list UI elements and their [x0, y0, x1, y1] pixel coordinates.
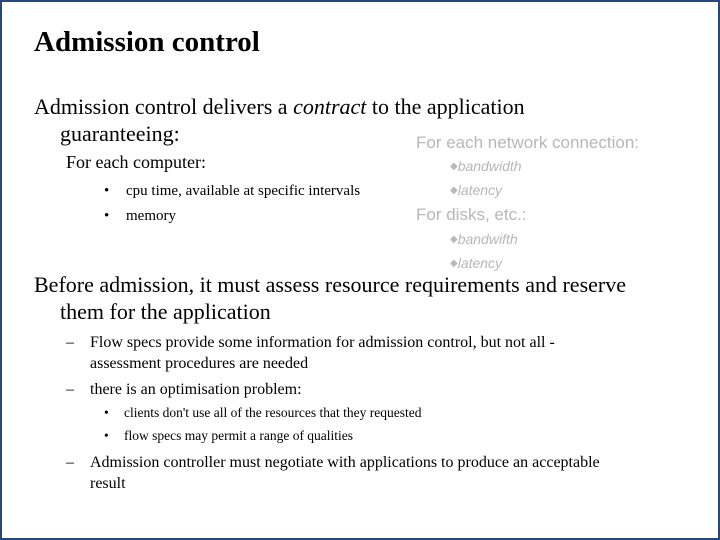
diamond-bullet-icon: ◆: [450, 234, 458, 245]
intro-text-a: Admission control delivers a: [34, 94, 294, 119]
disks-item: ◆bandwifth: [450, 231, 518, 247]
intro-text-b: to the application: [366, 94, 525, 119]
dash-item: – Admission controller must negotiate with applications to produce an acceptable result: [66, 454, 600, 492]
slide-title: Admission control: [34, 26, 260, 58]
network-heading: For each network connection:: [416, 133, 640, 152]
network-item: ◆bandwidth: [450, 158, 522, 174]
computer-item: • cpu time, available at specific intervals: [104, 183, 361, 199]
bullet-icon: •: [104, 428, 109, 443]
computer-heading: For each computer:: [66, 152, 206, 172]
bullet-icon: •: [104, 183, 110, 199]
dash-icon: –: [66, 454, 74, 471]
bullet-icon: •: [104, 208, 110, 224]
network-item: ◆latency: [450, 182, 503, 198]
intro-line-2: guaranteeing:: [60, 121, 180, 146]
dash-icon: –: [66, 334, 74, 351]
diamond-bullet-icon: ◆: [450, 185, 458, 196]
diamond-bullet-icon: ◆: [450, 258, 458, 269]
bullet-icon: •: [104, 405, 109, 420]
dash-item: – Flow specs provide some information for admission control, but not all - assessment procedures are needed: [66, 334, 555, 372]
sub-item: • clients don't use all of the resources that they requested: [104, 405, 422, 420]
sub-item: • flow specs may permit a range of qualities: [104, 428, 354, 443]
diamond-bullet-icon: ◆: [450, 161, 458, 172]
disks-item: ◆latency: [450, 255, 503, 271]
before-line-1: Before admission, it must assess resource requirements and reserve: [34, 272, 626, 297]
intro-emphasis: contract: [293, 94, 367, 119]
disks-heading: For disks, etc.:: [416, 205, 527, 224]
dash-icon: –: [66, 381, 74, 398]
dash-item: – there is an optimisation problem:: [66, 381, 302, 398]
computer-item: • memory: [104, 208, 176, 224]
before-paragraph: [34, 271, 626, 325]
before-line-2: them for the application: [60, 299, 271, 324]
